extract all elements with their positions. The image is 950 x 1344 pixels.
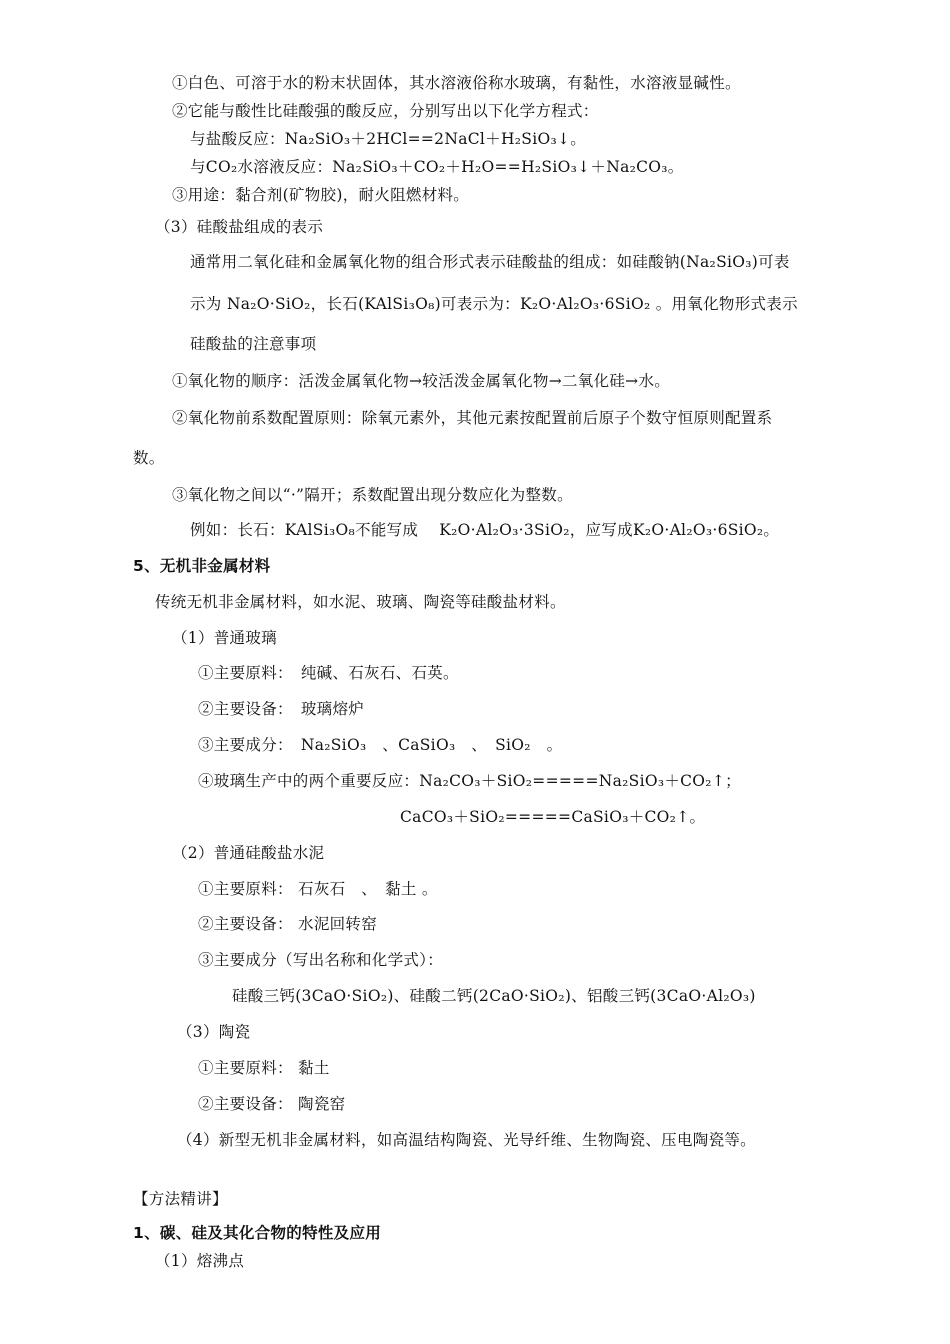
text-line: ①主要原料： 纯碱、石灰石、石英。	[198, 664, 459, 682]
text-line: ②主要设备： 玻璃熔炉	[198, 700, 365, 718]
text-line: ②主要设备： 水泥回转窑	[198, 915, 378, 933]
text-line: ②主要设备： 陶瓷窑	[198, 1095, 346, 1113]
text-line: ①氧化物的顺序：活泼金属氧化物→较活泼金属氧化物→二氧化硅→水。	[172, 372, 671, 390]
subsection-heading: （2）普通硅酸盐水泥	[172, 844, 325, 862]
subsection-heading: （4）新型无机非金属材料，如高温结构陶瓷、光导纤维、生物陶瓷、压电陶瓷等。	[177, 1131, 756, 1149]
paragraph-line: 示为 Na₂O·SiO₂，长石(KAlSi₃O₈)可表示为：K₂O·Al₂O₃·6SiO₂ 。用氧化物形式表示	[190, 295, 798, 313]
method-heading: 【方法精讲】	[133, 1190, 228, 1208]
text-line: ②氧化物前系数配置原则：除氧元素外，其他元素按配置前后原子个数守恒原则配置系	[172, 409, 773, 427]
example-line: 例如：长石：KAlSi₃O₈不能写成 K₂O·Al₂O₃·3SiO₂，应写成K₂O·Al₂O₃·6SiO₂。	[190, 521, 780, 539]
equation-line: CaCO₃＋SiO₂=====CaSiO₃＋CO₂↑。	[400, 808, 706, 826]
equation-line: 与盐酸反应：Na₂SiO₃＋2HCl==2NaCl＋H₂SiO₃↓。	[190, 130, 587, 148]
text-line: ③主要成分： Na₂SiO₃ 、CaSiO₃ 、 SiO₂ 。	[198, 736, 563, 754]
section-title: 1、碳、硅及其化合物的特性及应用	[133, 1224, 382, 1242]
section-title: 5、无机非金属材料	[133, 557, 271, 575]
text-line: ①白色、可溶于水的粉末状固体，其水溶液俗称水玻璃，有黏性，水溶液显碱性。	[172, 74, 741, 92]
equation-line: 与CO₂水溶液反应：Na₂SiO₃＋CO₂＋H₂O==H₂SiO₃↓＋Na₂CO₃。	[190, 158, 684, 176]
subsection-heading: （1）熔沸点	[155, 1252, 245, 1270]
paragraph-line: 通常用二氧化硅和金属氧化物的组合形式表示硅酸盐的组成：如硅酸钠(Na₂SiO₃)可表	[190, 253, 790, 271]
text-line: ①主要原料： 黏土	[198, 1059, 330, 1077]
subsection-heading: （3）陶瓷	[177, 1023, 251, 1041]
text-line: 数。	[133, 449, 165, 467]
text-line: 传统无机非金属材料，如水泥、玻璃、陶瓷等硅酸盐材料。	[155, 593, 566, 611]
text-line: ②它能与酸性比硅酸强的酸反应，分别写出以下化学方程式：	[172, 102, 599, 120]
text-line: ①主要原料： 石灰石 、 黏土 。	[198, 880, 438, 898]
text-line: 硅酸三钙(3CaO·SiO₂)、硅酸二钙(2CaO·SiO₂)、铝酸三钙(3CaO·Al₂O₃)	[232, 987, 756, 1005]
text-line: ③氧化物之间以“·”隔开；系数配置出现分数应化为整数。	[172, 486, 573, 504]
equation-line: ④玻璃生产中的两个重要反应：Na₂CO₃＋SiO₂=====Na₂SiO₃＋CO₂↑；	[198, 772, 741, 790]
section-heading: （3）硅酸盐组成的表示	[155, 218, 324, 236]
paragraph-line: 硅酸盐的注意事项	[190, 335, 317, 353]
subsection-heading: （1）普通玻璃	[172, 629, 277, 647]
text-line: ③主要成分（写出名称和化学式）：	[198, 951, 444, 969]
text-line: ③用途：黏合剂(矿物胶)，耐火阻燃材料。	[172, 186, 470, 204]
